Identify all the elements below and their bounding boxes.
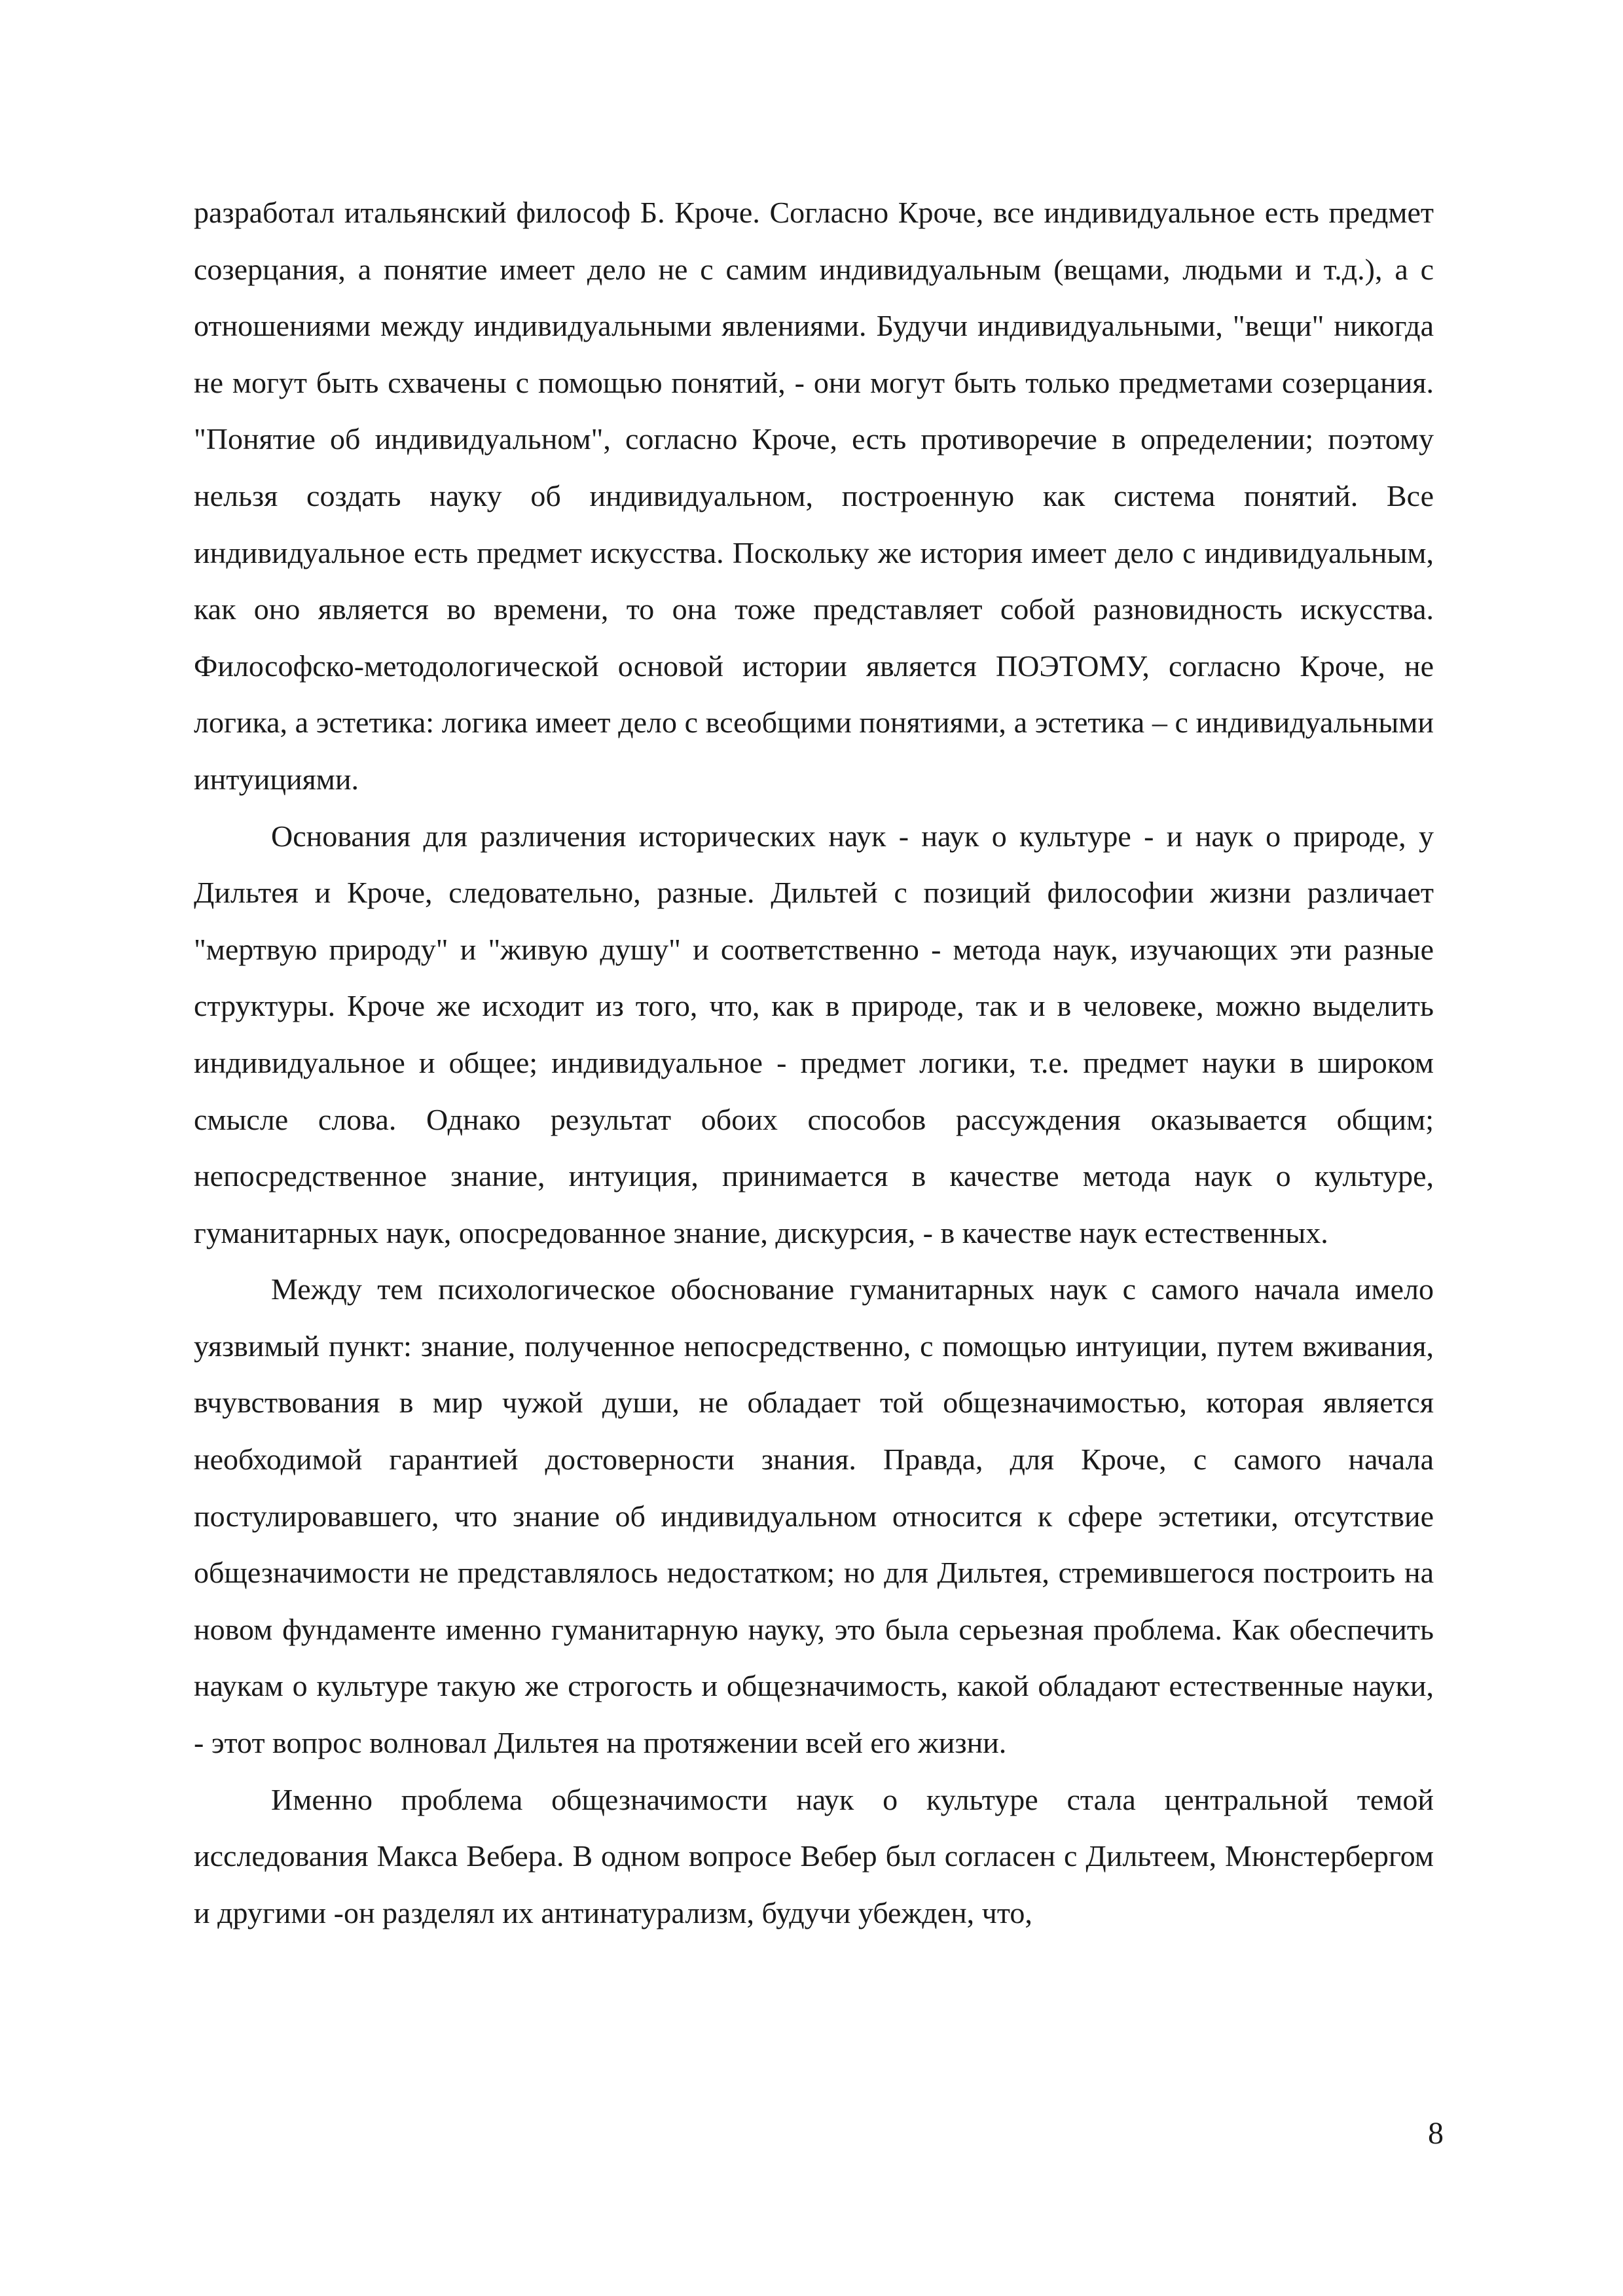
paragraph-2: Основания для различения исторических наук - наук о культуре - и наук о природе, у Дильтея и Кроче, следовательно, разные. Дильтей с позиций философии жизни различает "мертвую природу" и "живую душу" и соответственно - метода наук, изучающих эти разные структуры. Кроче же исходит из того, что, как в природе, так и в человеке, можно выделить индивидуальное и общее; индивидуальное - предмет логики, т.е. предмет науки в широком смысле слова. Однако результат обоих способов рассуждения оказывается общим; непосредственное знание, интуиция, принимается в качестве метода наук о культуре, гуманитарных наук, опосредованное знание, дискурсия, - в качестве наук естественных. [194, 819, 1434, 1249]
body-text [194, 185, 1434, 1941]
paragraph-4: Именно проблема общезначимости наук о культуре стала центральной темой исследования Макса Вебера. В одном вопросе Вебер был согласен с Дильтеем, Мюнстербергом и другими -он разделял их антинатурализм, будучи убежден, что, [194, 1782, 1434, 1929]
paragraph-3: Между тем психологическое обоснование гуманитарных наук с самого начала имело уязвимый пункт: знание, полученное непосредственно, с помощью интуиции, путем вживания, вчувствования в мир чужой души, не обладает той общезначимостью, которая является необходимой гарантией достоверности знания. Правда, для Кроче, с самого начала постулировавшего, что знание об индивидуальном относится к сфере эстетики, отсутствие общезначимости не представлялось недостатком; но для Дильтея, стремившегося построить на новом фундаменте именно гуманитарную науку, это была серьезная проблема. Как обеспечить наукам о культуре такую же строгость и общезначимость, какой обладают естественные науки, - этот вопрос волновал Дильтея на протяжении всей его жизни. [194, 1272, 1434, 1760]
paragraph-1: разработал итальянский философ Б. Кроче. Согласно Кроче, все индивидуальное есть предмет созерцания, а понятие имеет дело не с самим индивидуальным (вещами, людьми и т.д.), а с отношениями между индивидуальными явлениями. Будучи индивидуальными, "вещи" никогда не могут быть схвачены с помощью понятий, - они могут быть только предметами созерцания. "Понятие об индивидуальном", согласно Кроче, есть противоречие в определении; поэтому нельзя создать науку об индивидуальном, построенную как система понятий. Все индивидуальное есть предмет искусства. Поскольку же история имеет дело с индивидуальным, как оно является во времени, то она тоже представляет собой разновидность искусства. Философско-методологической основой истории является ПОЭТОМУ, согласно Кроче, не логика, а эстетика: логика имеет дело с всеобщими понятиями, а эстетика – с индивидуальными интуициями. [194, 196, 1434, 796]
page-number: 8 [1428, 2116, 1444, 2151]
